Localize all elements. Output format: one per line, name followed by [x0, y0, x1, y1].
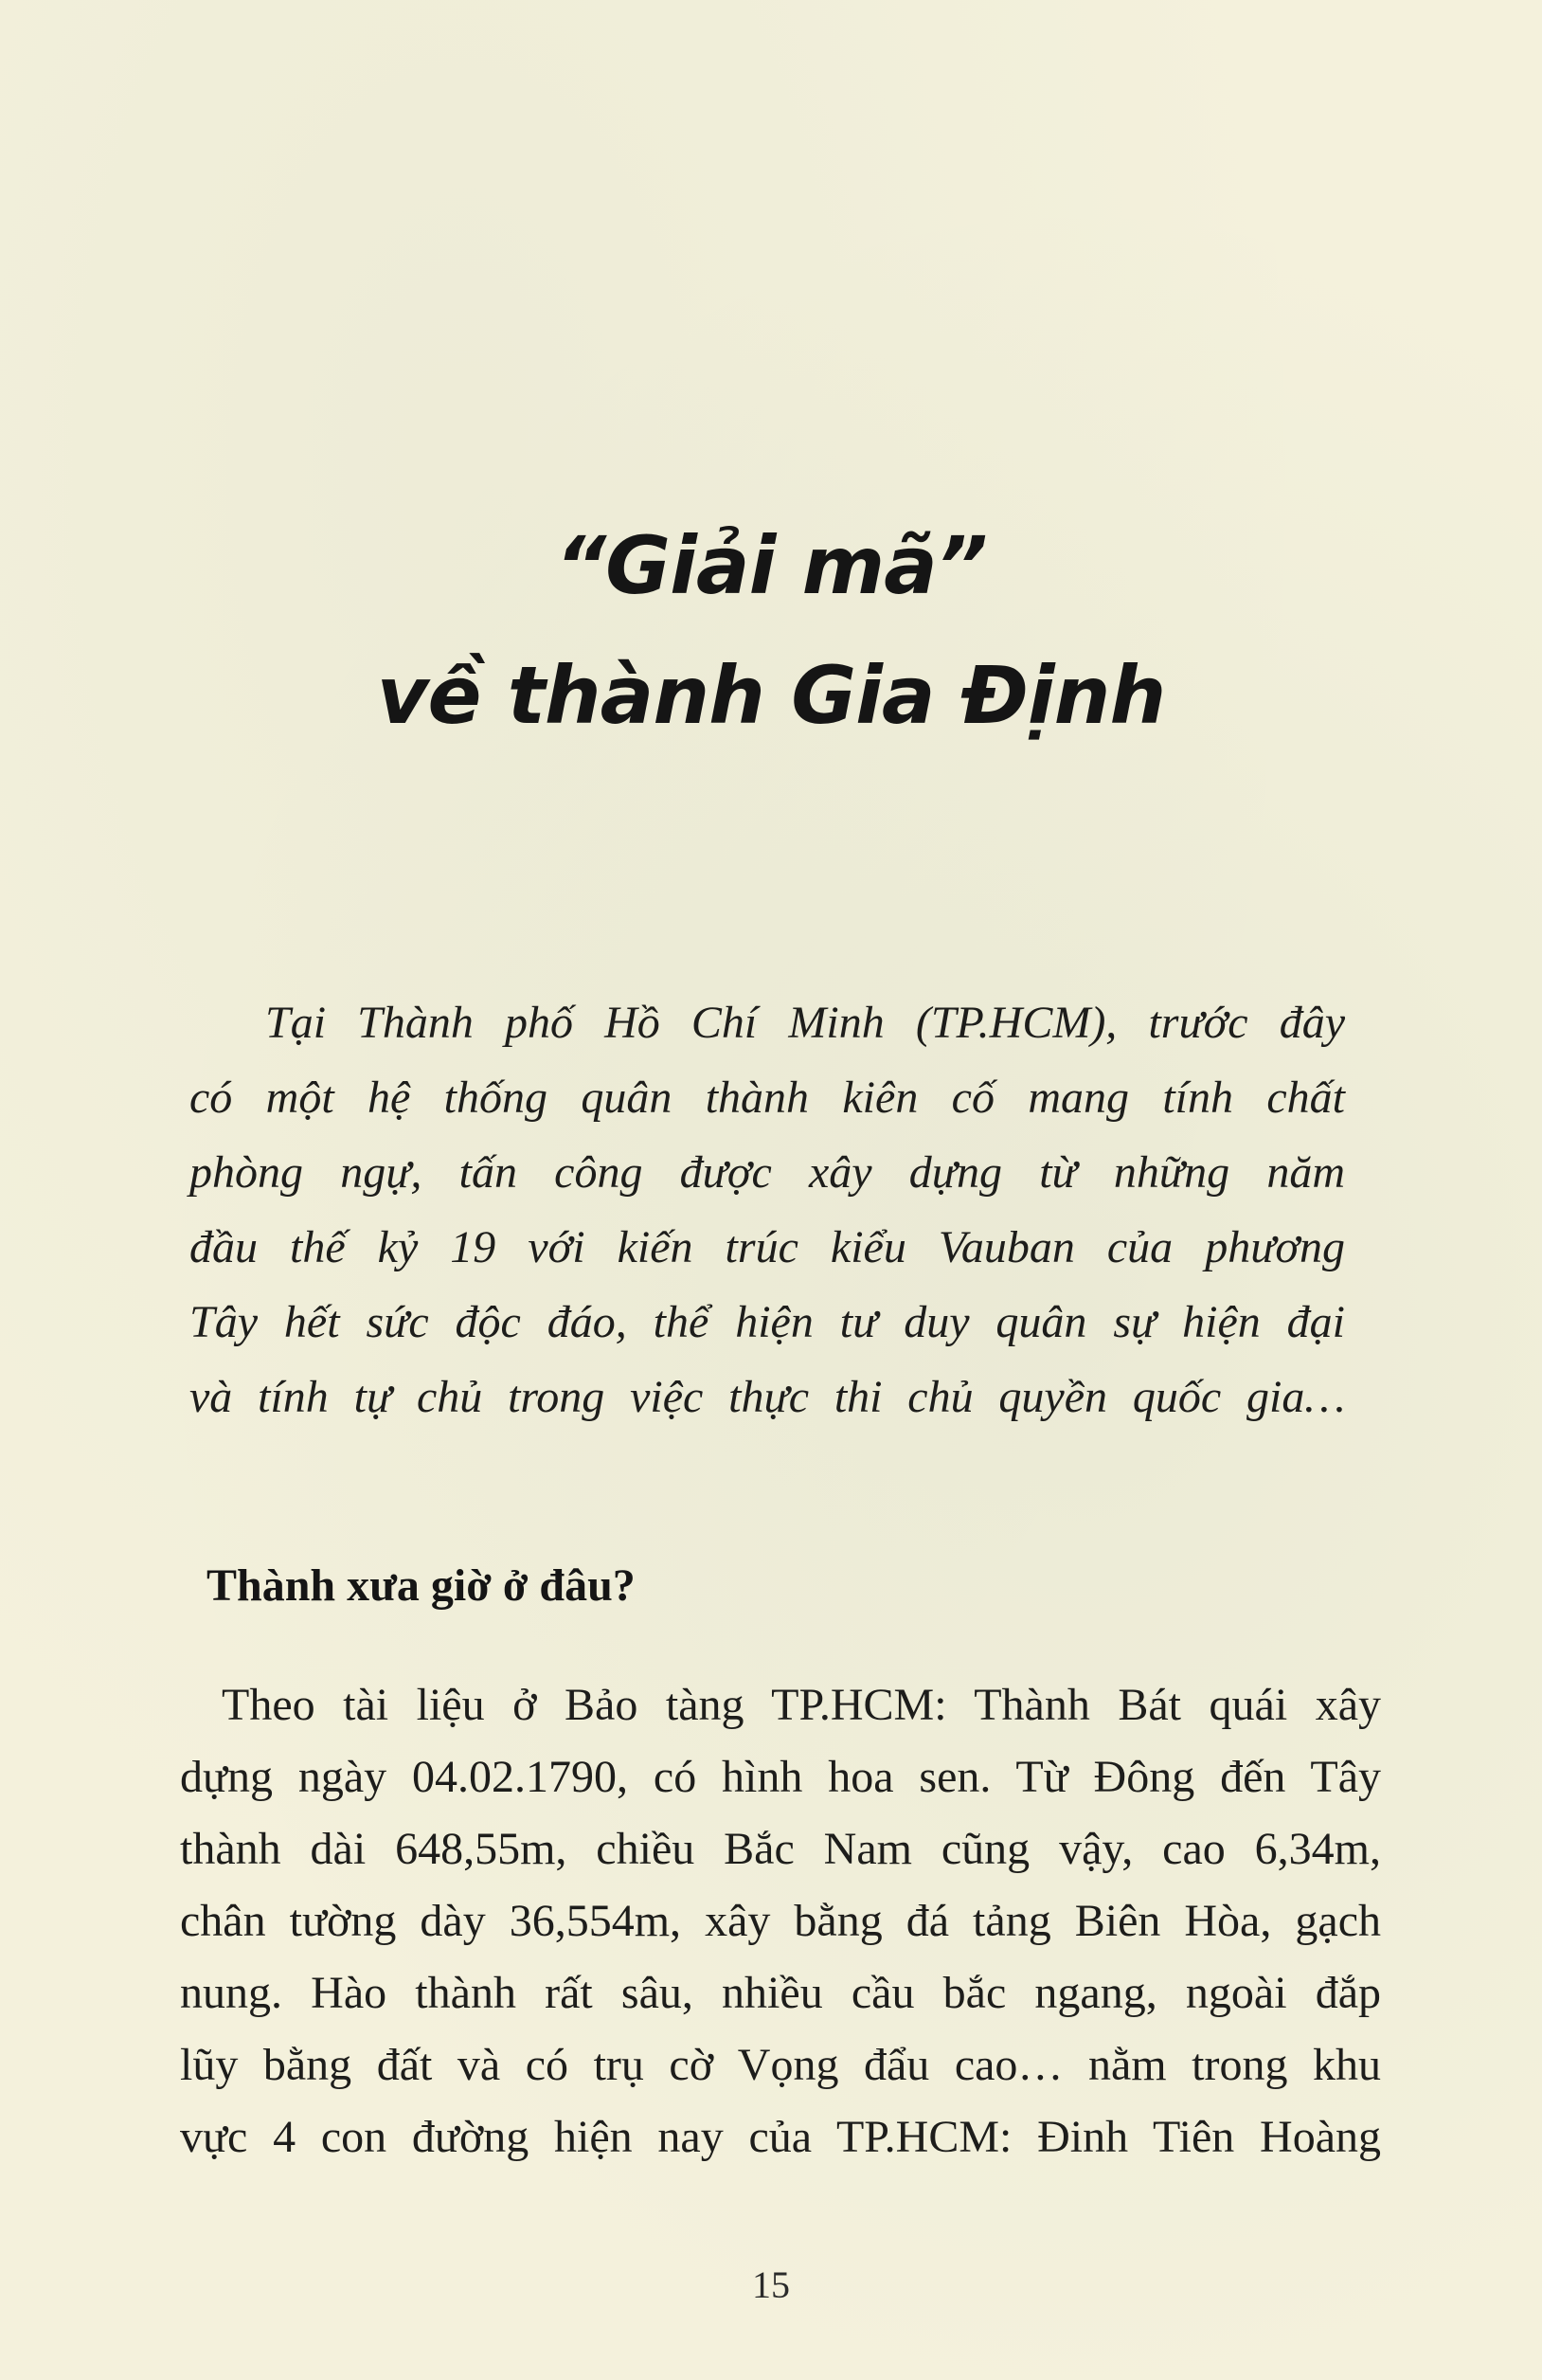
- body-line: vực 4 con đường hiện nay của TP.HCM: Đinh Tiên Hoàng: [180, 2112, 1381, 2162]
- body-paragraph: [180, 1669, 1381, 2173]
- lead-paragraph: [189, 985, 1345, 1434]
- body-line: thành dài 648,55m, chiều Bắc Nam cũng vậy, cao 6,34m,: [180, 1824, 1381, 1874]
- body-line: Theo tài liệu ở Bảo tàng TP.HCM: Thành Bát quái xây: [222, 1680, 1381, 1730]
- section-heading: Thành xưa giờ ở đâu?: [206, 1560, 636, 1611]
- lead-line: Tại Thành phố Hồ Chí Minh (TP.HCM), trước đây: [265, 998, 1345, 1048]
- lead-line: có một hệ thống quân thành kiên cố mang tính chất: [189, 1073, 1345, 1123]
- body-line: dựng ngày 04.02.1790, có hình hoa sen. Từ Đông đến Tây: [180, 1752, 1381, 1802]
- lead-line: phòng ngự, tấn công được xây dựng từ những năm: [189, 1147, 1345, 1198]
- lead-line: và tính tự chủ trong việc thực thi chủ quyền quốc gia…: [189, 1372, 1345, 1422]
- chapter-title-line-2: về thành Gia Định: [376, 649, 1166, 742]
- page-number: 15: [752, 2263, 790, 2306]
- lead-line: đầu thế kỷ 19 với kiến trúc kiểu Vauban của phương: [189, 1222, 1345, 1272]
- body-line: nung. Hào thành rất sâu, nhiều cầu bắc ngang, ngoài đắp: [180, 1968, 1381, 2018]
- body-line: lũy bằng đất và có trụ cờ Vọng đẩu cao… nằm trong khu: [180, 2040, 1381, 2090]
- lead-line: Tây hết sức độc đáo, thể hiện tư duy quân sự hiện đại: [189, 1297, 1345, 1347]
- body-line: chân tường dày 36,554m, xây bằng đá tảng Biên Hòa, gạch: [180, 1896, 1381, 1946]
- chapter-title-line-1: “Giải mã”: [555, 519, 987, 612]
